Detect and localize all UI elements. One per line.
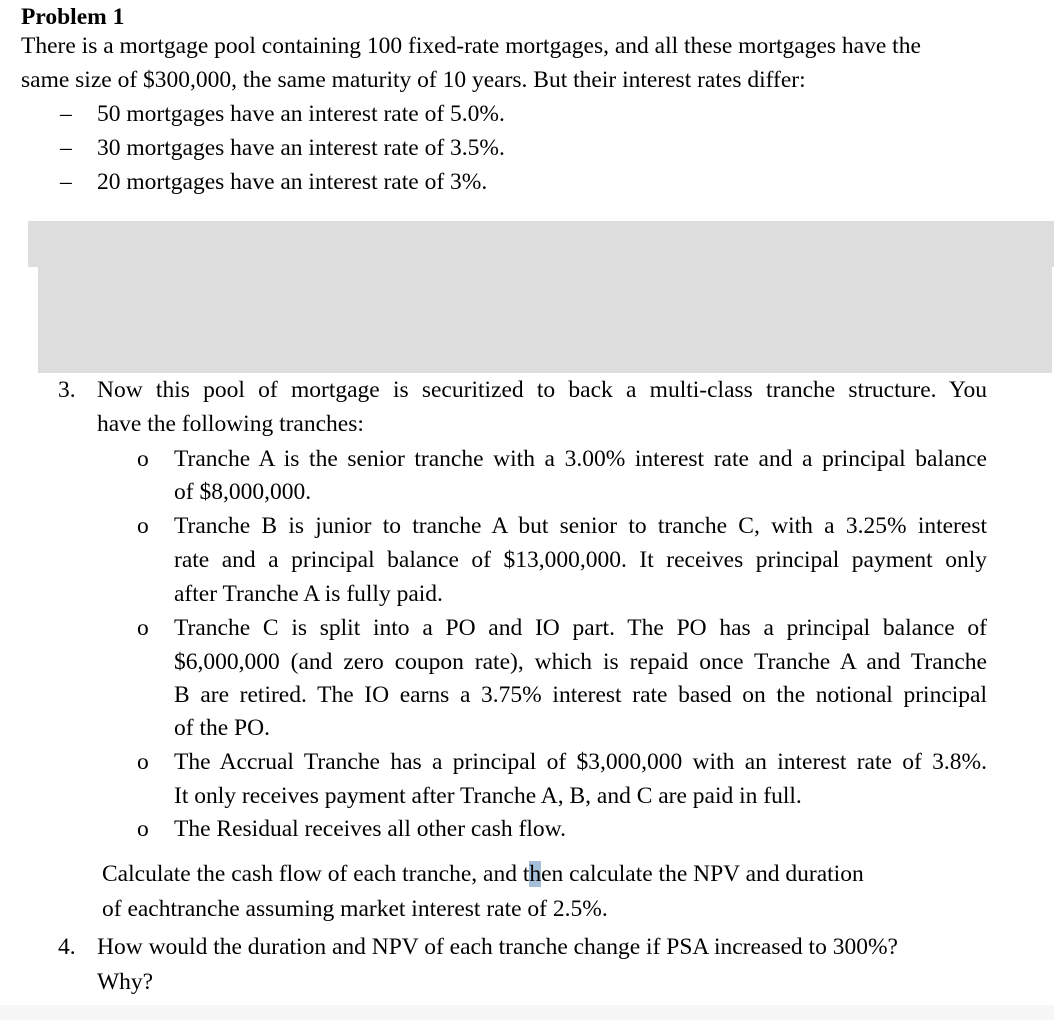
tranche-c-line: Tranche C is split into a PO and IO part. The PO has a principal balance of: [174, 615, 987, 641]
tranche-c-line: $6,000,000 (and zero coupon rate), which is repaid once Tranche A and Tranche: [174, 649, 987, 675]
q4-number: 4.: [58, 934, 76, 960]
q3-line: have the following tranches:: [97, 411, 364, 437]
q3-number: 3.: [58, 377, 76, 403]
residual-line: The Residual receives all other cash flow.: [174, 816, 566, 842]
redacted-block: [28, 221, 1054, 267]
q3-line: Now this pool of mortgage is securitized to back a multi-class tranche structure. You: [97, 377, 987, 403]
dash-bullet: –: [60, 135, 72, 161]
intro-line: There is a mortgage pool containing 100 fixed-rate mortgages, and all these mortgages have the: [21, 33, 921, 59]
circle-bullet: o: [137, 816, 149, 842]
task-line: of eachtranche assuming market interest rate of 2.5%.: [102, 896, 608, 922]
rate-item: 20 mortgages have an interest rate of 3%.: [97, 169, 488, 195]
task-text: Calculate the cash flow of each tranche, and t: [102, 861, 530, 887]
accrual-tranche-line: The Accrual Tranche has a principal of $3,000,000 with an interest rate of 3.8%.: [174, 749, 987, 775]
tranche-b-line: rate and a principal balance of $13,000,000. It receives principal payment only: [174, 547, 987, 573]
dash-bullet: –: [60, 101, 72, 127]
tranche-a-line: Tranche A is the senior tranche with a 3.00% interest rate and a principal balance: [174, 446, 987, 472]
accrual-tranche-line: It only receives payment after Tranche A, B, and C are paid in full.: [174, 783, 802, 809]
task-text: en calculate the NPV and duration: [541, 861, 864, 887]
intro-line: same size of $300,000, the same maturity of 10 years. But their interest rates differ:: [21, 67, 806, 93]
problem-title: Problem 1: [21, 4, 125, 30]
task-line: [102, 860, 864, 888]
tranche-a-line: of $8,000,000.: [174, 479, 312, 505]
tranche-c-line: of the PO.: [174, 715, 270, 741]
circle-bullet: o: [137, 446, 149, 472]
tranche-b-line: Tranche B is junior to tranche A but senior to tranche C, with a 3.25% interest: [174, 513, 987, 539]
rate-item: 50 mortgages have an interest rate of 5.0%.: [97, 101, 505, 127]
circle-bullet: o: [137, 749, 149, 775]
redacted-block: [38, 267, 1052, 373]
q4-line: Why?: [97, 969, 154, 995]
page-bottom-edge: [0, 1005, 1054, 1020]
tranche-b-line: after Tranche A is fully paid.: [174, 581, 443, 607]
rate-item: 30 mortgages have an interest rate of 3.5%.: [97, 135, 505, 161]
q4-line: How would the duration and NPV of each tranche change if PSA increased to 300%?: [97, 934, 898, 960]
text-selection-highlight: h: [529, 861, 542, 887]
dash-bullet: –: [60, 169, 72, 195]
tranche-c-line: B are retired. The IO earns a 3.75% interest rate based on the notional principal: [174, 682, 987, 708]
circle-bullet: o: [137, 615, 149, 641]
circle-bullet: o: [137, 513, 149, 539]
